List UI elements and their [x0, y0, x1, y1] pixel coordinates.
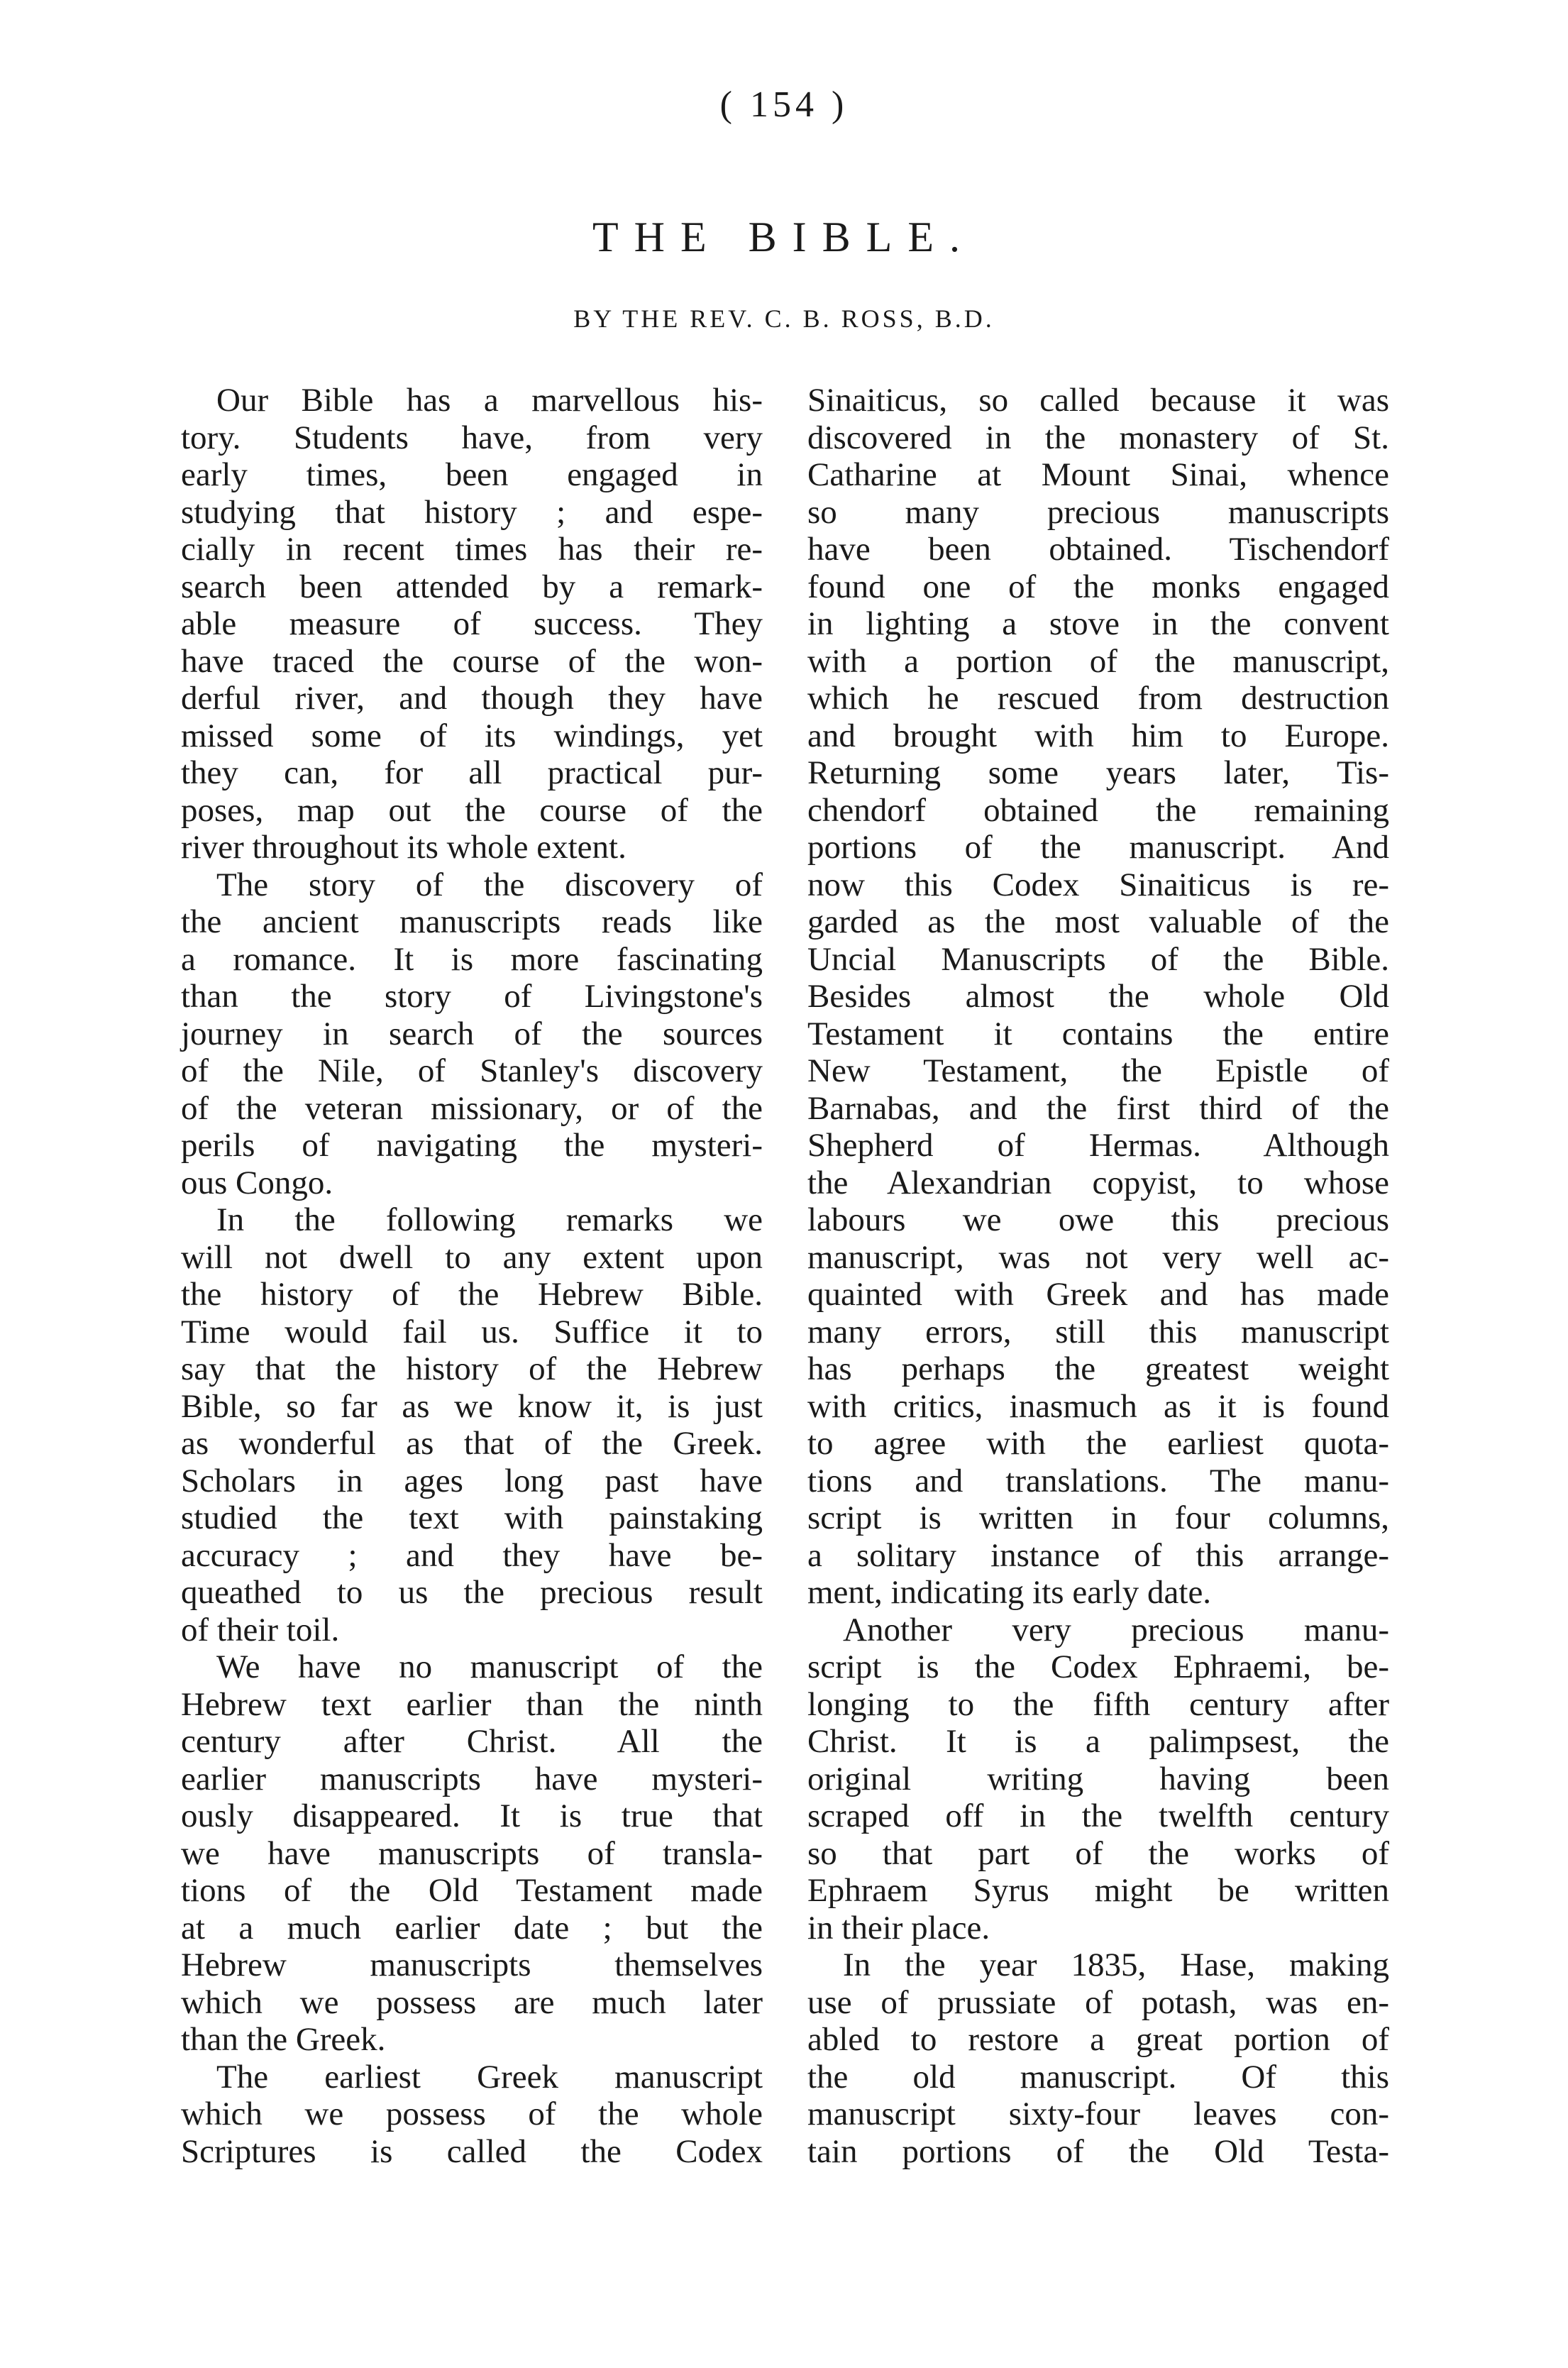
text-line: earlier manuscripts have mysteri- [181, 1760, 763, 1797]
text-line: Uncial Manuscripts of the Bible. [807, 940, 1389, 978]
text-line: derful river, and though they have [181, 680, 763, 717]
text-line: accuracy ; and they have be- [181, 1536, 763, 1574]
text-line: with a portion of the manuscript, [807, 642, 1389, 680]
text-line: In the following remarks we [216, 1201, 763, 1238]
text-line: The story of the discovery of [216, 866, 763, 903]
text-line: so that part of the works of [807, 1834, 1389, 1872]
text-line: Time would fail us. Suffice it to [181, 1313, 763, 1350]
text-line: Testament it contains the entire [807, 1015, 1389, 1052]
text-line: the old manuscript. Of this [807, 2058, 1389, 2096]
text-line: century after Christ. All the [181, 1723, 763, 1760]
text-line: use of prussiate of potash, was en- [807, 1983, 1389, 2021]
text-line: portions of the manuscript. And [807, 829, 1389, 866]
text-line: to agree with the earliest quota- [807, 1425, 1389, 1462]
text-line: perils of navigating the mysteri- [181, 1127, 763, 1164]
text-line: with critics, inasmuch as it is found [807, 1387, 1389, 1425]
text-line: studied the text with painstaking [181, 1499, 763, 1536]
byline: BY THE REV. C. B. ROSS, B.D. [573, 304, 995, 333]
text-line: scraped off in the twelfth century [807, 1797, 1389, 1834]
text-line: abled to restore a great portion of [807, 2021, 1389, 2058]
text-line: has perhaps the greatest weight [807, 1350, 1389, 1387]
text-line: of the veteran missionary, or of the [181, 1089, 763, 1127]
text-line: cially in recent times has their re- [181, 531, 763, 568]
text-line: ment, indicating its early date. [807, 1574, 1212, 1611]
article-title: THE BIBLE. [592, 214, 976, 260]
text-line: Catharine at Mount Sinai, whence [807, 456, 1389, 493]
text-line: so many precious manuscripts [807, 493, 1389, 531]
text-line: studying that history ; and espe- [181, 493, 763, 531]
page-number: ( 154 ) [719, 84, 849, 125]
text-line: We have no manuscript of the [216, 1648, 763, 1685]
text-line: New Testament, the Epistle of [807, 1052, 1389, 1089]
text-line: many errors, still this manuscript [807, 1313, 1389, 1350]
text-line: now this Codex Sinaiticus is re- [807, 866, 1389, 903]
text-line: labours we owe this precious [807, 1201, 1389, 1238]
text-line: a solitary instance of this arrange- [807, 1536, 1389, 1574]
text-line: of their toil. [181, 1611, 340, 1648]
text-line: which we possess are much later [181, 1983, 763, 2021]
text-line: the history of the Hebrew Bible. [181, 1276, 763, 1313]
text-line: than the Greek. [181, 2021, 386, 2058]
text-line: Scholars in ages long past have [181, 1462, 763, 1499]
text-line: tain portions of the Old Testa- [807, 2132, 1389, 2170]
text-line: Bible, so far as we know it, is just [181, 1387, 763, 1425]
text-line: In the year 1835, Hase, making [843, 1946, 1389, 1983]
text-line: found one of the monks engaged [807, 568, 1389, 605]
text-line: Hebrew manuscripts themselves [181, 1946, 763, 1983]
text-line: the Alexandrian copyist, to whose [807, 1164, 1389, 1201]
text-line: Another very precious manu- [843, 1611, 1389, 1648]
text-line: tions of the Old Testament made [181, 1872, 763, 1909]
text-line: early times, been engaged in [181, 456, 763, 493]
text-line: will not dwell to any extent upon [181, 1238, 763, 1276]
text-line: have been obtained. Tischendorf [807, 531, 1389, 568]
text-line: Shepherd of Hermas. Although [807, 1127, 1389, 1164]
text-line: of the Nile, of Stanley's discovery [181, 1052, 763, 1089]
text-line: Besides almost the whole Old [807, 978, 1389, 1015]
text-line: script is the Codex Ephraemi, be- [807, 1648, 1389, 1685]
text-line: chendorf obtained the remaining [807, 791, 1389, 829]
text-line: they can, for all practical pur- [181, 754, 763, 791]
text-line: search been attended by a remark- [181, 568, 763, 605]
left-column [181, 382, 763, 2170]
text-line: poses, map out the course of the [181, 791, 763, 829]
text-line: and brought with him to Europe. [807, 717, 1389, 754]
text-line: Sinaiticus, so called because it was [807, 382, 1389, 419]
text-line: discovered in the monastery of St. [807, 419, 1389, 456]
text-line: tions and translations. The manu- [807, 1462, 1389, 1499]
text-line: ously disappeared. It is true that [181, 1797, 763, 1834]
text-line: Ephraem Syrus might be written [807, 1872, 1389, 1909]
text-line: longing to the fifth century after [807, 1685, 1389, 1723]
text-line: queathed to us the precious result [181, 1574, 763, 1611]
text-line: Barnabas, and the first third of the [807, 1089, 1389, 1127]
text-line: which we possess of the whole [181, 2096, 763, 2132]
text-line: quainted with Greek and has made [807, 1276, 1389, 1313]
text-line: Returning some years later, Tis- [807, 754, 1389, 791]
text-line: a romance. It is more fascinating [181, 940, 763, 978]
text-line: The earliest Greek manuscript [216, 2058, 763, 2096]
text-line: river throughout its whole extent. [181, 829, 626, 866]
text-line: at a much earlier date ; but the [181, 1909, 763, 1946]
text-line: missed some of its windings, yet [181, 717, 763, 754]
text-line: able measure of success. They [181, 605, 763, 642]
text-line: Our Bible has a marvellous his- [216, 382, 763, 419]
text-line: we have manuscripts of transla- [181, 1834, 763, 1872]
text-line: in lighting a stove in the convent [807, 605, 1389, 642]
text-line: which he rescued from destruction [807, 680, 1389, 717]
text-line: manuscript sixty-four leaves con- [807, 2096, 1389, 2132]
text-line: than the story of Livingstone's [181, 978, 763, 1015]
text-line: have traced the course of the won- [181, 642, 763, 680]
text-line: journey in search of the sources [181, 1015, 763, 1052]
text-line: the ancient manuscripts reads like [181, 903, 763, 940]
text-line: ous Congo. [181, 1164, 333, 1201]
text-line: Christ. It is a palimpsest, the [807, 1723, 1389, 1760]
text-line: Scriptures is called the Codex [181, 2132, 763, 2170]
text-line: say that the history of the Hebrew [181, 1350, 763, 1387]
text-line: script is written in four columns, [807, 1499, 1389, 1536]
text-line: Hebrew text earlier than the ninth [181, 1685, 763, 1723]
text-line: garded as the most valuable of the [807, 903, 1389, 940]
right-column [807, 382, 1389, 2170]
text-line: as wonderful as that of the Greek. [181, 1425, 763, 1462]
text-line: tory. Students have, from very [181, 419, 763, 456]
text-line: in their place. [807, 1909, 990, 1946]
text-line: original writing having been [807, 1760, 1389, 1797]
text-line: manuscript, was not very well ac- [807, 1238, 1389, 1276]
